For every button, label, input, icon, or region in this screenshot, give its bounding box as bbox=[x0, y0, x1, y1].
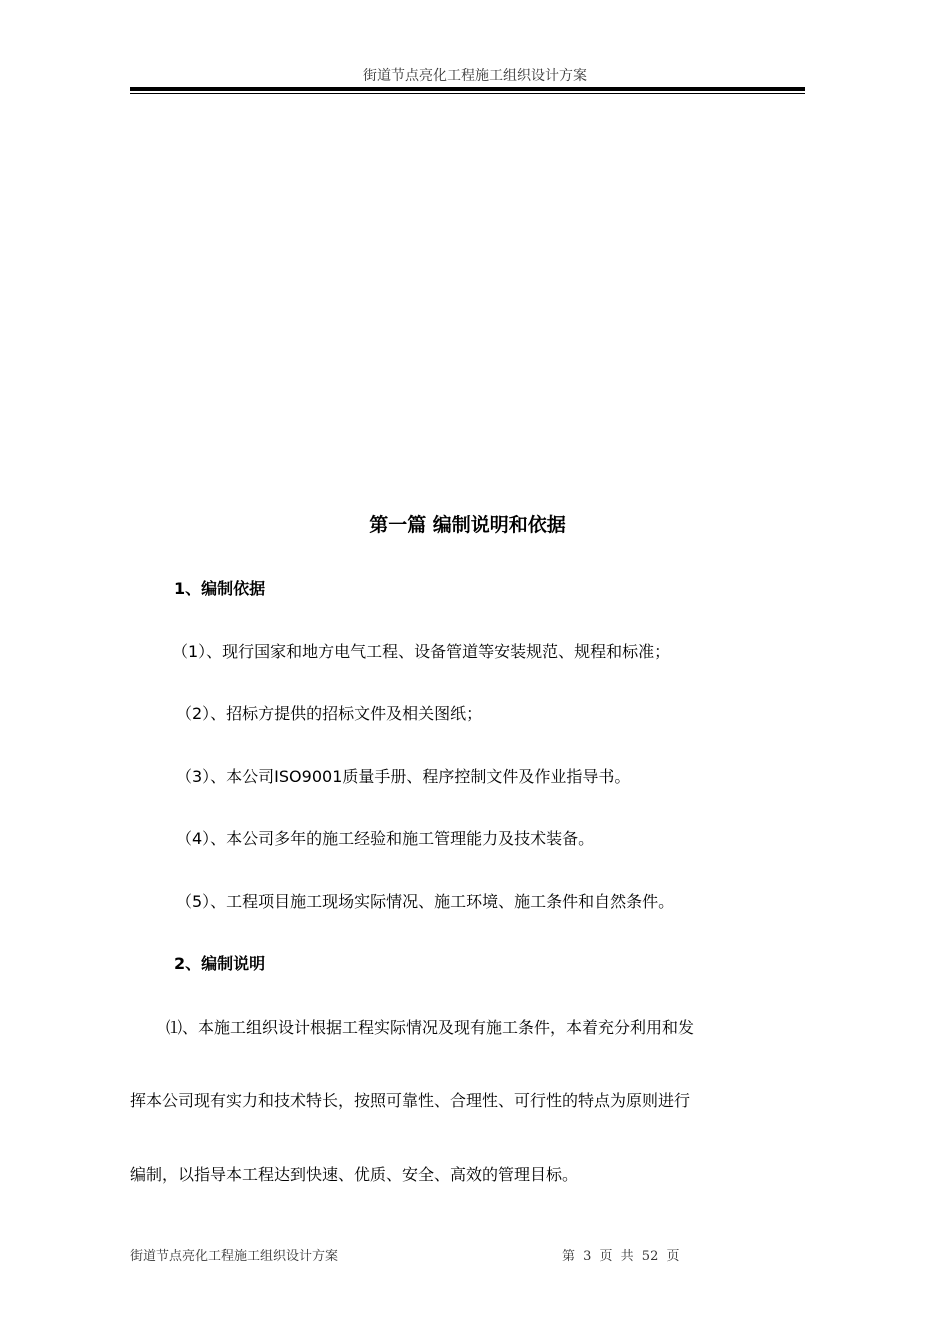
paragraph-line-1: ⑴、本施工组织设计根据工程实际情况及现有施工条件，本着充分利用和发 bbox=[166, 1018, 695, 1037]
section-heading-notes: 2、编制说明 bbox=[174, 954, 266, 973]
header-rule-thick bbox=[130, 87, 805, 91]
section-heading-basis: 1、编制依据 bbox=[174, 579, 266, 598]
list-item-4: （4）、本公司多年的施工经验和施工管理能力及技术装备。 bbox=[176, 829, 595, 848]
list-item-3: （3）、本公司ISO9001质量手册、程序控制文件及作业指导书。 bbox=[176, 767, 631, 786]
footer-doc-title: 街道节点亮化工程施工组织设计方案 bbox=[130, 1249, 339, 1264]
list-item-5: （5）、工程项目施工现场实际情况、施工环境、施工条件和自然条件。 bbox=[176, 892, 675, 911]
list-item-1: （1）、现行国家和地方电气工程、设备管道等安装规范、规程和标准； bbox=[172, 642, 671, 661]
paragraph-line-3: 编制，以指导本工程达到快速、优质、安全、高效的管理目标。 bbox=[130, 1165, 579, 1184]
list-item-2: （2）、招标方提供的招标文件及相关图纸； bbox=[176, 704, 483, 723]
header-rule-thin bbox=[130, 93, 805, 94]
chapter-title: 第一篇 编制说明和依据 bbox=[369, 514, 566, 536]
paragraph-line-2: 挥本公司现有实力和技术特长，按照可靠性、合理性、可行性的特点为原则进行 bbox=[130, 1091, 691, 1110]
header-title: 街道节点亮化工程施工组织设计方案 bbox=[363, 68, 587, 84]
footer-page-number: 第 3 页 共 52 页 bbox=[562, 1249, 680, 1264]
